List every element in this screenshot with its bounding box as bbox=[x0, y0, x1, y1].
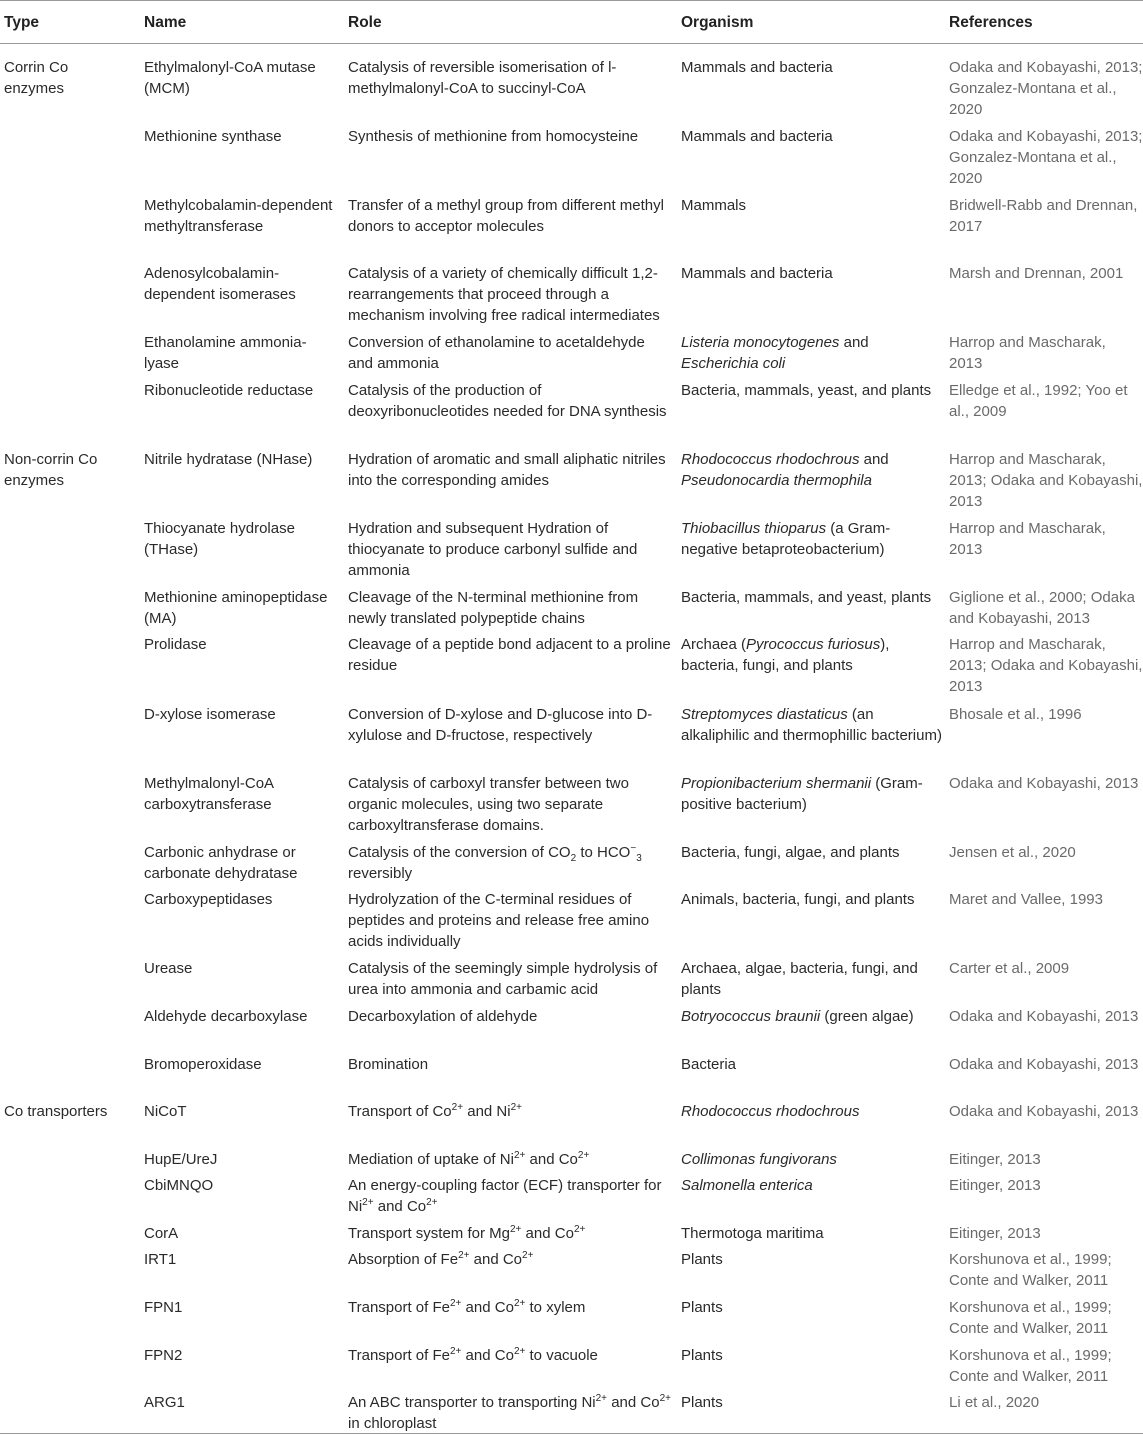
cell-name: FPN1 bbox=[144, 1299, 183, 1316]
cell-refs: Bhosale et al., 1996 bbox=[949, 706, 1082, 723]
header-organism: Organism bbox=[681, 14, 754, 31]
role-text: to HCO bbox=[576, 844, 631, 861]
species-name: Streptomyces diastaticus bbox=[681, 706, 848, 723]
cell-role: Bromination bbox=[348, 1056, 429, 1073]
cell-organism: Bacteria, mammals, yeast, and plants bbox=[681, 382, 932, 399]
role-text: Absorption of Fe bbox=[348, 1251, 459, 1268]
cell-role bbox=[348, 1392, 673, 1434]
species-name: Rhodococcus rhodochrous bbox=[681, 451, 860, 468]
cell-name: ARG1 bbox=[144, 1394, 185, 1411]
organism-text: (green algae) bbox=[820, 1008, 914, 1025]
cell-type: Corrin Co enzymes bbox=[4, 59, 69, 97]
cell-role: Hydration of aromatic and small aliphatic nitriles into the corresponding amides bbox=[348, 451, 666, 489]
header-role: Role bbox=[348, 14, 382, 31]
cell-name: Thiocyanate hydrolase (THase) bbox=[144, 520, 295, 558]
cell-role bbox=[348, 1149, 673, 1170]
cell-refs: Bridwell-Rabb and Drennan, 2017 bbox=[949, 197, 1138, 235]
cell-role: Cleavage of the N-terminal methionine from newly translated polypeptide chains bbox=[348, 589, 639, 627]
role-sup: 2+ bbox=[573, 1224, 586, 1235]
cell-name: FPN2 bbox=[144, 1347, 183, 1364]
cell-name: Nitrile hydratase (NHase) bbox=[144, 451, 313, 468]
role-sup: 2+ bbox=[513, 1346, 526, 1357]
role-sup: 2+ bbox=[659, 1393, 671, 1404]
cell-role bbox=[348, 1175, 673, 1217]
cell-refs: Harrop and Mascharak, 2013 bbox=[949, 520, 1106, 558]
cell-name: Methionine aminopeptidase (MA) bbox=[144, 589, 328, 627]
cell-organism bbox=[681, 634, 943, 676]
cell-role: Hydrolyzation of the C-terminal residues of peptides and proteins and release free amino acids individually bbox=[348, 891, 650, 950]
organism-text: (an alkaliphilic and thermophillic bacterium) bbox=[681, 706, 942, 744]
species-name: Rhodococcus rhodochrous bbox=[681, 1103, 860, 1120]
cell-type: Non-corrin Co enzymes bbox=[4, 451, 98, 489]
cell-role bbox=[348, 1101, 673, 1122]
cell-refs: Elledge et al., 1992; Yoo et al., 2009 bbox=[949, 382, 1128, 420]
cell-refs: Harrop and Mascharak, 2013 bbox=[949, 334, 1106, 372]
role-text: and Co bbox=[469, 1251, 523, 1268]
species-name: Pyrococcus furiosus bbox=[746, 636, 881, 653]
species-name: Botryococcus braunii bbox=[681, 1008, 821, 1025]
cell-name: D-xylose isomerase bbox=[144, 706, 276, 723]
cell-role: Transfer of a methyl group from different methyl donors to acceptor molecules bbox=[348, 197, 664, 235]
cell-role: Conversion of ethanolamine to acetaldehyde and ammonia bbox=[348, 334, 645, 372]
organism-text: (a Gram-negative betaproteobacterium) bbox=[681, 520, 891, 558]
species-name: Escherichia coli bbox=[681, 355, 786, 372]
cell-role bbox=[348, 1297, 673, 1318]
cell-organism: Mammals and bacteria bbox=[681, 59, 833, 76]
cell-name: Ethylmalonyl-CoA mutase (MCM) bbox=[144, 59, 316, 97]
cell-refs: Eitinger, 2013 bbox=[949, 1225, 1041, 1242]
role-text: and Co bbox=[461, 1347, 514, 1364]
cell-name: Aldehyde decarboxylase bbox=[144, 1008, 308, 1025]
cell-refs: Korshunova et al., 1999; Conte and Walker, 2011 bbox=[949, 1251, 1112, 1289]
cell-organism: Bacteria, fungi, algae, and plants bbox=[681, 844, 900, 861]
header-name: Name bbox=[144, 14, 187, 31]
role-text: to xylem bbox=[525, 1299, 586, 1316]
cell-organism bbox=[681, 1101, 943, 1122]
cell-organism bbox=[681, 1175, 943, 1196]
cell-organism: Animals, bacteria, fungi, and plants bbox=[681, 891, 915, 908]
role-sup: 2+ bbox=[451, 1102, 464, 1113]
role-text: Transport system for Mg bbox=[348, 1225, 510, 1242]
cell-role: Synthesis of methionine from homocysteine bbox=[348, 128, 639, 145]
cell-name: Urease bbox=[144, 960, 193, 977]
cell-name: CbiMNQO bbox=[144, 1177, 214, 1194]
cell-organism: Plants bbox=[681, 1299, 723, 1316]
cell-refs: Odaka and Kobayashi, 2013 bbox=[949, 1103, 1139, 1120]
species-name: Salmonella enterica bbox=[681, 1177, 813, 1194]
role-sup: 2+ bbox=[522, 1250, 534, 1261]
cell-refs: Odaka and Kobayashi, 2013 bbox=[949, 1008, 1139, 1025]
header-type: Type bbox=[4, 14, 40, 31]
organism-text: ), bacteria, fungi, and plants bbox=[681, 636, 890, 674]
cell-organism bbox=[681, 1149, 943, 1170]
cell-name: Methionine synthase bbox=[144, 128, 282, 145]
role-text: and Co bbox=[373, 1198, 427, 1215]
cell-refs: Harrop and Mascharak, 2013; Odaka and Kobayashi, 2013 bbox=[949, 636, 1143, 695]
species-name: Thiobacillus thioparus bbox=[681, 520, 827, 537]
cell-refs: Li et al., 2020 bbox=[949, 1394, 1040, 1411]
role-text: reversibly bbox=[348, 865, 413, 882]
cell-name: Methylmalonyl-CoA carboxytransferase bbox=[144, 775, 274, 813]
cell-organism bbox=[681, 1006, 943, 1027]
cell-refs: Jensen et al., 2020 bbox=[949, 844, 1076, 861]
cell-organism: Bacteria bbox=[681, 1056, 737, 1073]
species-name: Collimonas fungivorans bbox=[681, 1151, 837, 1168]
role-text: Catalysis of the conversion of CO bbox=[348, 844, 571, 861]
cell-name: IRT1 bbox=[144, 1251, 177, 1268]
cell-refs: Giglione et al., 2000; Odaka and Kobayashi, 2013 bbox=[949, 589, 1135, 627]
organism-text: Archaea ( bbox=[681, 636, 747, 653]
role-text: and Ni bbox=[463, 1103, 511, 1120]
cell-organism bbox=[681, 332, 943, 374]
cell-refs: Odaka and Kobayashi, 2013 bbox=[949, 1056, 1139, 1073]
cell-role bbox=[348, 1345, 673, 1366]
cell-type: Co transporters bbox=[4, 1103, 108, 1120]
cell-role: Cleavage of a peptide bond adjacent to a proline residue bbox=[348, 636, 671, 674]
organism-text: and bbox=[859, 451, 889, 468]
cell-refs: Carter et al., 2009 bbox=[949, 960, 1070, 977]
cell-role bbox=[348, 842, 673, 884]
role-sup: 2+ bbox=[362, 1197, 374, 1208]
cell-organism: Plants bbox=[681, 1251, 723, 1268]
cell-refs: Maret and Vallee, 1993 bbox=[949, 891, 1103, 908]
cell-role: Hydration and subsequent Hydration of thiocyanate to produce carbonyl sulfide and ammonia bbox=[348, 520, 638, 579]
role-sup: 2+ bbox=[510, 1102, 522, 1113]
role-sup: 2+ bbox=[509, 1224, 522, 1235]
cell-role: Catalysis of a variety of chemically difficult 1,2-rearrangements that proceed through a mechanism involving free radical intermediates bbox=[348, 265, 660, 324]
cell-role: Catalysis of the seemingly simple hydrolysis of urea into ammonia and carbamic acid bbox=[348, 960, 658, 998]
species-name: Propionibacterium shermanii bbox=[681, 775, 872, 792]
cell-organism: Mammals and bacteria bbox=[681, 265, 833, 282]
role-text: Transport of Co bbox=[348, 1103, 452, 1120]
cell-organism: Plants bbox=[681, 1347, 723, 1364]
role-sup: 2+ bbox=[513, 1298, 526, 1309]
cell-name: Adenosylcobalamin-dependent isomerases bbox=[144, 265, 296, 303]
cell-refs: Odaka and Kobayashi, 2013; Gonzalez-Montana et al., 2020 bbox=[949, 59, 1143, 118]
role-sup: 2+ bbox=[426, 1197, 438, 1208]
role-text: in chloroplast bbox=[348, 1415, 437, 1432]
role-text: to vacuole bbox=[525, 1347, 598, 1364]
role-text: and Co bbox=[525, 1151, 578, 1168]
cell-organism: Archaea, algae, bacteria, fungi, and plants bbox=[681, 960, 918, 998]
cell-refs: Odaka and Kobayashi, 2013 bbox=[949, 775, 1139, 792]
role-sup: 2+ bbox=[577, 1150, 590, 1161]
cell-organism bbox=[681, 704, 943, 746]
cell-name: Prolidase bbox=[144, 636, 207, 653]
cell-name: CorA bbox=[144, 1225, 179, 1242]
role-text: An energy-coupling factor (ECF) transporter for Ni bbox=[348, 1177, 662, 1215]
cell-refs: Eitinger, 2013 bbox=[949, 1151, 1041, 1168]
role-sup: − bbox=[630, 843, 637, 854]
species-name: Pseudonocardia thermophila bbox=[681, 472, 872, 489]
role-sup: 2+ bbox=[458, 1250, 470, 1261]
cell-organism bbox=[681, 518, 943, 560]
role-sup: 2+ bbox=[513, 1150, 526, 1161]
cell-organism bbox=[681, 449, 943, 491]
role-text: An ABC transporter to transporting Ni bbox=[348, 1394, 596, 1411]
cell-refs: Eitinger, 2013 bbox=[949, 1177, 1041, 1194]
organism-text: (Gram-positive bacterium) bbox=[681, 775, 923, 813]
cell-refs: Korshunova et al., 1999; Conte and Walker, 2011 bbox=[949, 1299, 1112, 1337]
cell-role bbox=[348, 1249, 673, 1270]
role-text: Transport of Fe bbox=[348, 1347, 450, 1364]
cell-organism: Mammals and bacteria bbox=[681, 128, 833, 145]
bottom-rule bbox=[0, 1433, 1143, 1434]
cell-role: Conversion of D-xylose and D-glucose into D-xylulose and D-fructose, respectively bbox=[348, 706, 653, 744]
cell-role: Catalysis of carboxyl transfer between two organic molecules, using two separate carboxyltransferase domains. bbox=[348, 775, 629, 834]
role-sup: 2+ bbox=[595, 1393, 608, 1404]
cell-organism: Plants bbox=[681, 1394, 723, 1411]
cell-refs: Odaka and Kobayashi, 2013; Gonzalez-Montana et al., 2020 bbox=[949, 128, 1143, 187]
role-text: Mediation of uptake of Ni bbox=[348, 1151, 514, 1168]
cell-organism bbox=[681, 773, 943, 815]
cell-organism: Thermotoga maritima bbox=[681, 1225, 824, 1242]
cell-role: Catalysis of reversible isomerisation of l-methylmalonyl-CoA to succinyl-CoA bbox=[348, 59, 617, 97]
cell-refs: Marsh and Drennan, 2001 bbox=[949, 265, 1124, 282]
cell-refs: Harrop and Mascharak, 2013; Odaka and Kobayashi, 2013 bbox=[949, 451, 1143, 510]
role-sup: 2+ bbox=[449, 1346, 462, 1357]
cell-role: Decarboxylation of aldehyde bbox=[348, 1008, 538, 1025]
cell-name: Ethanolamine ammonia-lyase bbox=[144, 334, 307, 372]
species-name: Listeria monocytogenes bbox=[681, 334, 840, 351]
role-text: Transport of Fe bbox=[348, 1299, 450, 1316]
role-text: and Co bbox=[521, 1225, 574, 1242]
role-sub: 2 bbox=[570, 853, 577, 864]
cell-role bbox=[348, 1223, 673, 1244]
cell-organism: Bacteria, mammals, and yeast, plants bbox=[681, 589, 932, 606]
cell-organism: Mammals bbox=[681, 197, 747, 214]
organism-text: and bbox=[839, 334, 869, 351]
cell-name: NiCoT bbox=[144, 1103, 187, 1120]
table-header bbox=[0, 0, 1143, 44]
cell-role: Catalysis of the production of deoxyribonucleotides needed for DNA synthesis bbox=[348, 382, 667, 420]
role-sup: 2+ bbox=[449, 1298, 462, 1309]
cell-name: Bromoperoxidase bbox=[144, 1056, 262, 1073]
cell-refs: Korshunova et al., 1999; Conte and Walker, 2011 bbox=[949, 1347, 1112, 1385]
role-text: and Co bbox=[607, 1394, 660, 1411]
cell-name: HupE/UreJ bbox=[144, 1151, 218, 1168]
cell-name: Carboxypeptidases bbox=[144, 891, 273, 908]
cell-name: Ribonucleotide reductase bbox=[144, 382, 314, 399]
cell-name: Methylcobalamin-dependent methyltransferase bbox=[144, 197, 333, 235]
cell-name: Carbonic anhydrase or carbonate dehydratase bbox=[144, 844, 298, 882]
header-references: References bbox=[949, 14, 1033, 31]
role-text: and Co bbox=[461, 1299, 514, 1316]
role-sub: 3 bbox=[636, 853, 642, 864]
